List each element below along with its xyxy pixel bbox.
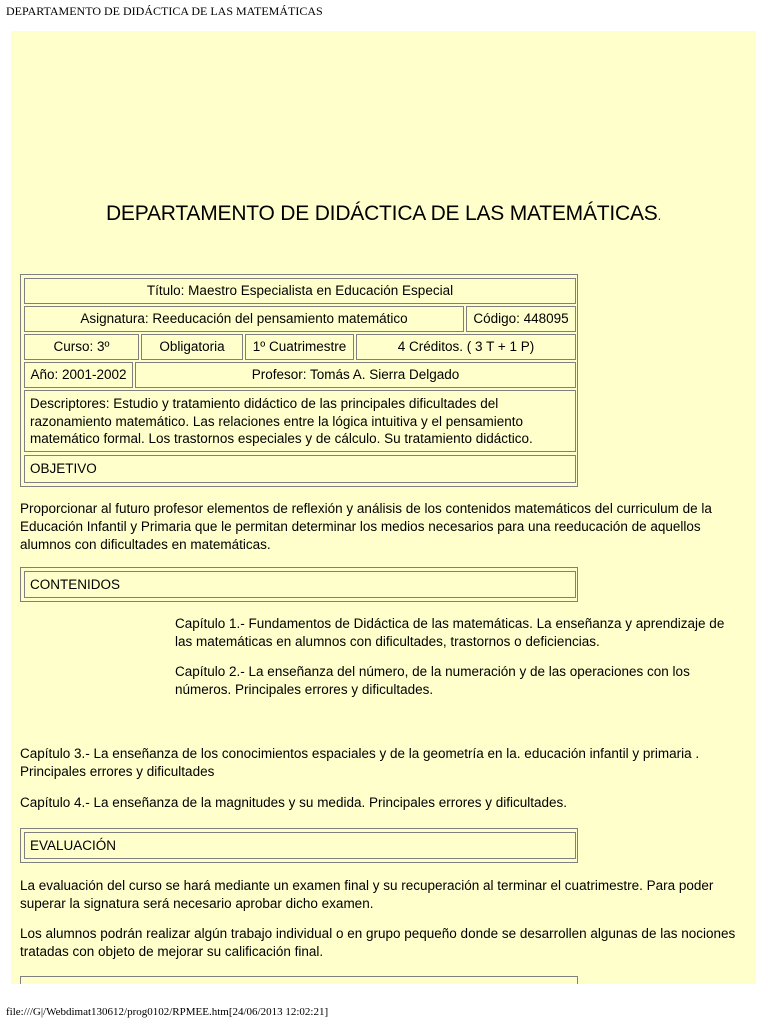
anio-cell: Año: 2001-2002 bbox=[24, 362, 133, 388]
cuatrimestre-cell: 1º Cuatrimestre bbox=[245, 334, 354, 360]
section-contenidos: CONTENIDOS bbox=[24, 571, 576, 598]
print-header: DEPARTAMENTO DE DIDÁCTICA DE LAS MATEMÁTICAS bbox=[6, 4, 323, 18]
capitulo-1: Capítulo 1.- Fundamentos de Didáctica de las matemáticas. La enseñanza y aprendizaje de las matemáticas en alumnos con dificultades, trastornos o deficiencias. bbox=[175, 616, 725, 649]
page-title bbox=[11, 202, 756, 226]
curso-cell: Curso: 3º bbox=[24, 334, 139, 360]
tipo-cell: Obligatoria bbox=[141, 334, 243, 360]
profesor-cell: Profesor: Tomás A. Sierra Delgado bbox=[135, 362, 576, 388]
section-objetivo: OBJETIVO bbox=[24, 455, 576, 483]
codigo-cell: Código: 448095 bbox=[466, 306, 576, 332]
page-title-dot: . bbox=[657, 208, 662, 223]
section-evaluacion: EVALUACIÓN bbox=[24, 832, 576, 859]
next-table-edge bbox=[20, 976, 578, 984]
capitulo-2: Capítulo 2.- La enseñanza del número, de la numeración y de las operaciones con los números. Principales errores y dificultades. bbox=[175, 664, 690, 697]
creditos-cell: 4 Créditos. ( 3 T + 1 P) bbox=[356, 334, 576, 360]
asignatura-cell: Asignatura: Reeducación del pensamiento matemático bbox=[24, 306, 464, 332]
document-page bbox=[11, 31, 756, 984]
capitulo-4: Capítulo 4.- La enseñanza de la magnitudes y su medida. Principales errores y dificultades. bbox=[20, 795, 568, 810]
evaluacion-text-2: Los alumnos podrán realizar algún trabajo individual o en grupo pequeño donde se desarrollen algunas de las nociones tratadas con objeto de mejorar su calificación final. bbox=[20, 926, 736, 959]
capitulo-3: Capítulo 3.- La enseñanza de los conocimientos espaciales y de la geometría en la. educación infantil y primaria . Principales errores y dificultades bbox=[20, 746, 700, 779]
print-footer: file:///G|/Webdimat130612/prog0102/RPMEE.htm[24/06/2013 12:02:21] bbox=[6, 1006, 329, 1018]
page-title-text: DEPARTAMENTO DE DIDÁCTICA DE LAS MATEMÁTICAS bbox=[105, 202, 658, 225]
titulo-cell: Título: Maestro Especialista en Educación Especial bbox=[24, 278, 576, 304]
evaluacion-text-1: La evaluación del curso se hará mediante un examen final y su recuperación al terminar el cuatrimestre. Para poder superar la signatura será necesario aprobar dicho examen. bbox=[20, 878, 714, 911]
objetivo-text: Proporcionar al futuro profesor elementos de reflexión y análisis de los contenidos matemáticos del curriculum de la Educación Infantil y Primaria que le permitan determinar los medios necesarios para una reeducación de aquellos alumnos con dificultades en matemáticas. bbox=[20, 501, 712, 552]
descriptores-cell: Descriptores: Estudio y tratamiento didáctico de las principales dificultades del razonamiento matemático. Las relaciones entre la lógica intuitiva y el pensamiento matemático formal. Los trastornos especiales y de cálculo. Su tratamiento didáctico. bbox=[24, 390, 576, 452]
